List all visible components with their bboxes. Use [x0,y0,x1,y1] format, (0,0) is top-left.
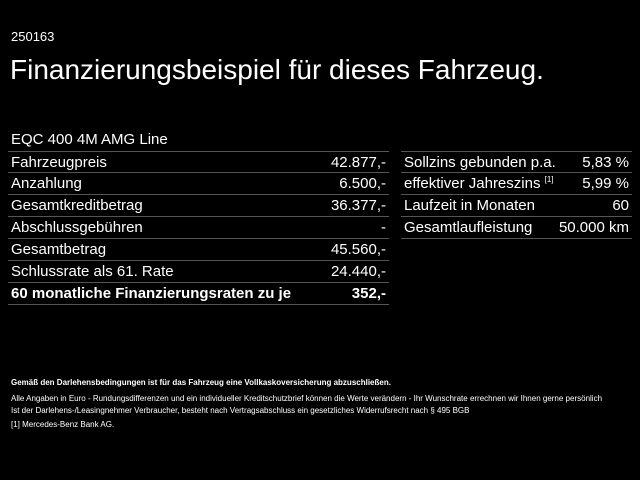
row-value: 50.000 km [558,219,629,236]
row-value: 352,- [351,285,386,302]
row-value: 6.500,- [339,175,386,192]
row-label: Gesamtkreditbetrag [11,197,143,214]
row-label: Gesamtlaufleistung [404,219,533,236]
row-label: Anzahlung [11,175,82,192]
row-label-with-footnote: effektiver Jahreszins [1] [404,175,554,192]
row-label: Sollzins gebunden p.a. [404,153,556,171]
vehicle-model: EQC 400 4M AMG Line [11,131,168,148]
table-row [8,195,389,217]
footnote-marker: [1] [544,175,554,184]
legal-note [11,393,631,417]
table-row [401,195,632,217]
row-label: Schlussrate als 61. Rate [11,263,174,280]
row-value: 5,99 % [582,175,629,192]
table-row [8,217,389,239]
row-label: Gesamtbetrag [11,241,107,258]
table-row [401,151,632,173]
footnote: [1] Mercedes-Benz Bank AG. [11,420,115,429]
row-label: 60 monatliche Finanzierungsraten zu je [11,285,292,302]
row-label: Fahrzeugpreis [11,153,107,171]
legal-note-line: Alle Angaben in Euro - Rundungsdifferenzen und ein individueller Kreditschutzbrief können die Werte verändern - Ihr Wunschrate errechnen wir Ihnen gerne persönlich [11,394,603,403]
table-row [8,239,389,261]
row-value: 45.560,- [330,241,386,258]
row-label: Abschlussgebühren [11,219,143,236]
legal-note-line: Ist der Darlehens-/Leasingnehmer Verbraucher, besteht nach Vertragsabschluss ein gesetzliches Widerrufsrecht nach § 495 BGB [11,406,470,415]
row-value: 5,83 % [582,153,629,171]
offer-code: 250163 [11,29,55,44]
row-value: 60 [612,197,629,214]
table-row [8,151,389,173]
row-label: Laufzeit in Monaten [404,197,535,214]
interest-table [401,151,632,239]
table-row [401,217,632,239]
table-row [401,173,632,195]
table-row [8,173,389,195]
row-value: 24.440,- [330,263,386,280]
financing-table [8,151,389,305]
insurance-note: Gemäß den Darlehensbedingungen ist für das Fahrzeug eine Vollkaskoversicherung abzuschließen. [11,378,391,387]
row-value: 36.377,- [330,197,386,214]
row-value: - [381,219,386,236]
row-value: 42.877,- [330,153,386,171]
page-title: Finanzierungsbeispiel für dieses Fahrzeug. [10,54,544,85]
table-row [8,261,389,283]
table-row-monthly-rate [8,283,389,305]
